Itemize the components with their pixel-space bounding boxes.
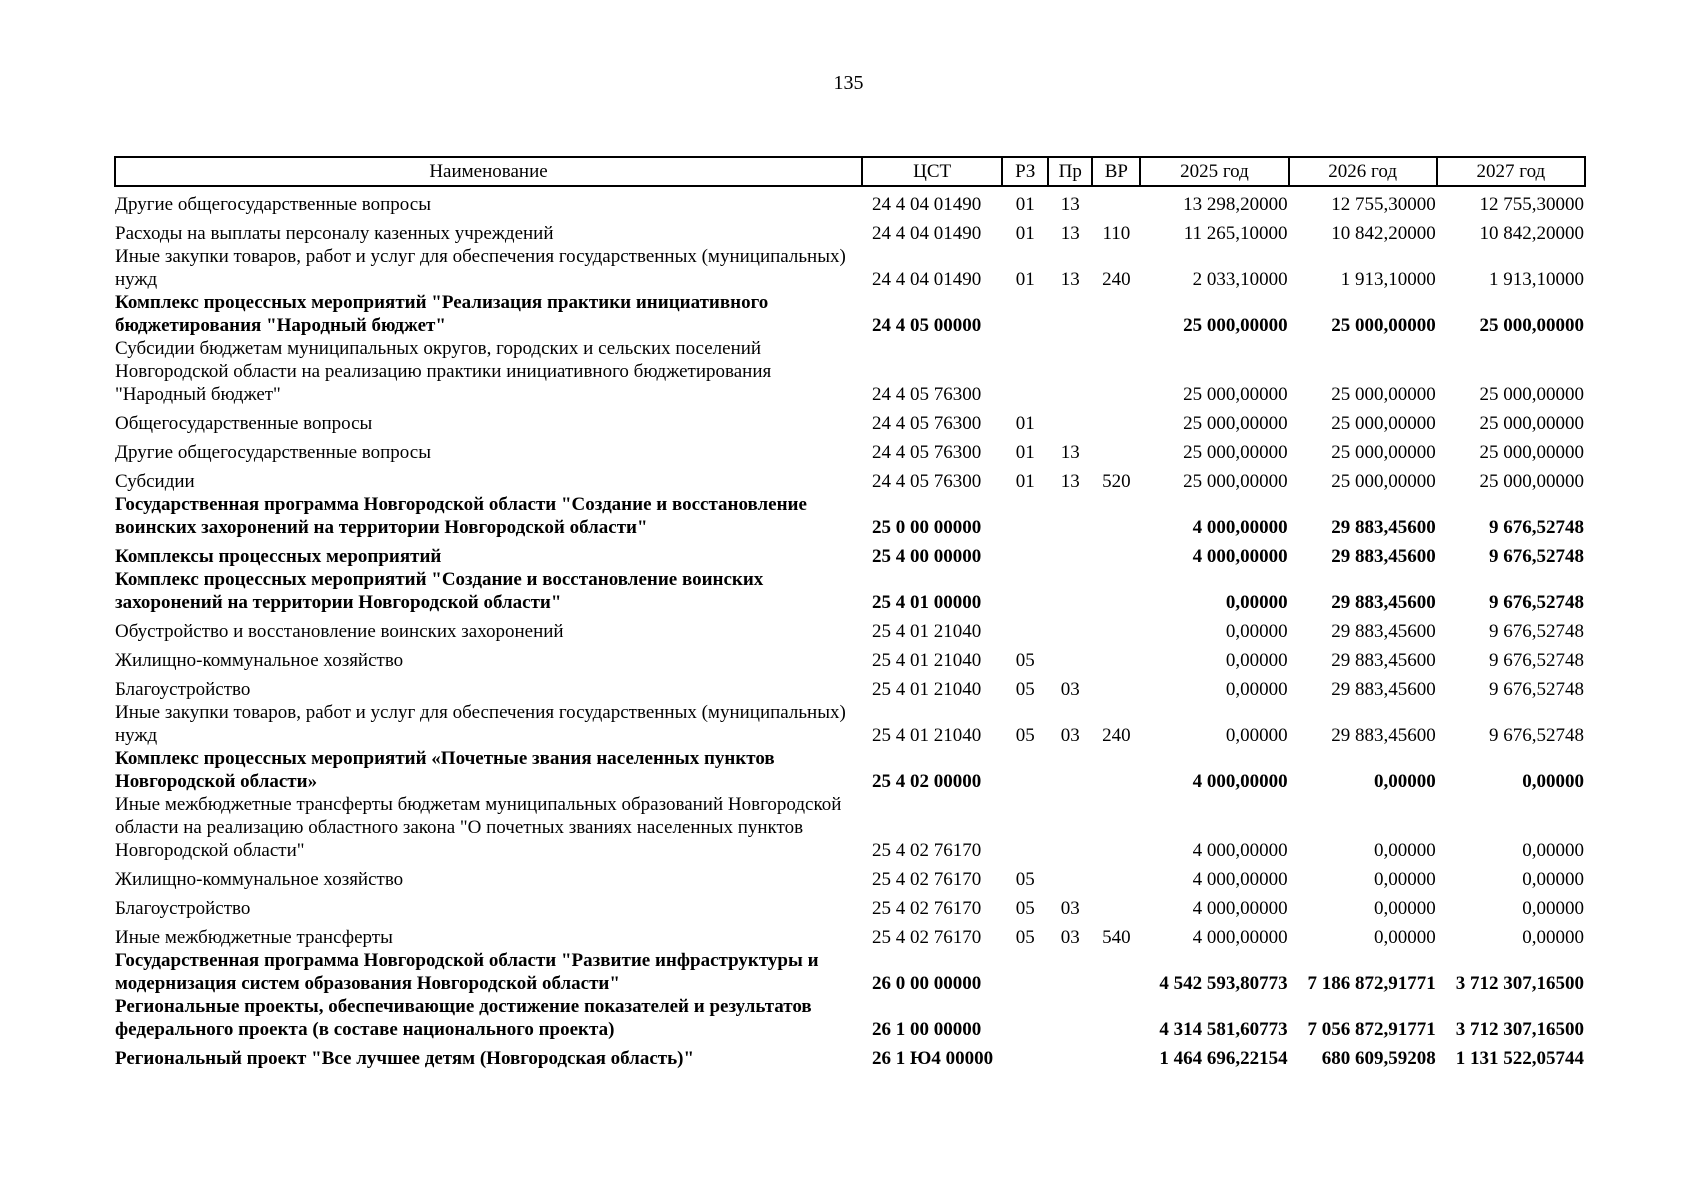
row-pr: 03 xyxy=(1060,898,1080,919)
row-2026: 0,00000 xyxy=(1374,927,1436,948)
row-vr xyxy=(1092,435,1140,464)
table-row xyxy=(115,493,1585,539)
row-vr xyxy=(1092,539,1140,568)
row-cst: 24 4 05 76300 xyxy=(872,413,982,434)
row-2025: 4 542 593,80773 xyxy=(1159,973,1288,994)
row-2025: 0,00000 xyxy=(1225,621,1288,642)
row-2027: 12 755,30000 xyxy=(1479,194,1584,215)
row-name: Региональные проекты, обеспечивающие достижение показателей и результатов федерального проекта (в составе национального проекта) xyxy=(115,996,812,1040)
row-vr xyxy=(1092,186,1140,216)
row-2025: 4 000,00000 xyxy=(1192,771,1288,792)
row-pr xyxy=(1048,493,1092,539)
row-2026: 29 883,45600 xyxy=(1331,650,1436,671)
header-pr: Пр xyxy=(1048,157,1092,186)
row-cst: 25 4 01 21040 xyxy=(872,621,982,642)
row-2025: 4 314 581,60773 xyxy=(1159,1019,1288,1040)
row-cst: 24 4 05 76300 xyxy=(872,442,982,463)
row-cst: 24 4 05 00000 xyxy=(872,315,982,336)
row-2027: 0,00000 xyxy=(1522,898,1584,919)
table-row xyxy=(115,949,1585,995)
row-2025: 11 265,10000 xyxy=(1183,223,1288,244)
row-vr xyxy=(1092,493,1140,539)
row-pr: 13 xyxy=(1060,194,1080,215)
table-row xyxy=(115,701,1585,747)
row-vr xyxy=(1092,747,1140,793)
row-2025: 4 000,00000 xyxy=(1192,927,1288,948)
row-2027: 25 000,00000 xyxy=(1479,413,1584,434)
table-row xyxy=(115,186,1585,216)
table-row xyxy=(115,406,1585,435)
row-pr xyxy=(1048,643,1092,672)
row-vr xyxy=(1092,1041,1140,1070)
row-vr xyxy=(1092,949,1140,995)
row-rz xyxy=(1002,1041,1048,1070)
row-vr xyxy=(1092,406,1140,435)
row-name: Комплекс процессных мероприятий «Почетные звания населенных пунктов Новгородской области» xyxy=(115,748,775,792)
row-cst: 25 4 02 76170 xyxy=(872,898,982,919)
row-name: Другие общегосударственные вопросы xyxy=(115,442,431,463)
row-pr: 03 xyxy=(1060,679,1080,700)
row-rz: 05 xyxy=(1015,679,1035,700)
row-cst: 26 0 00 00000 xyxy=(872,973,982,994)
row-vr xyxy=(1092,995,1140,1041)
row-name: Иные закупки товаров, работ и услуг для обеспечения государственных (муниципальных) нужд xyxy=(115,702,846,746)
table-row xyxy=(115,216,1585,245)
row-2026: 29 883,45600 xyxy=(1331,679,1436,700)
row-vr xyxy=(1092,643,1140,672)
row-vr xyxy=(1092,568,1140,614)
row-name: Государственная программа Новгородской области "Развитие инфраструктуры и модернизация систем образования Новгородской области" xyxy=(115,950,819,994)
row-cst: 25 4 01 00000 xyxy=(872,592,982,613)
page-number: 135 xyxy=(833,72,864,94)
row-2025: 4 000,00000 xyxy=(1192,546,1288,567)
row-2025: 1 464 696,22154 xyxy=(1159,1048,1288,1069)
row-2027: 25 000,00000 xyxy=(1479,315,1584,336)
row-pr: 13 xyxy=(1060,471,1080,492)
row-vr xyxy=(1092,672,1140,701)
row-rz: 05 xyxy=(1015,898,1035,919)
row-2025: 0,00000 xyxy=(1225,592,1288,613)
row-rz: 05 xyxy=(1015,650,1035,671)
budget-table xyxy=(114,156,1586,1070)
row-pr xyxy=(1048,949,1092,995)
row-cst: 25 4 01 21040 xyxy=(872,679,982,700)
row-pr xyxy=(1048,862,1092,891)
row-name: Иные межбюджетные трансферты xyxy=(115,927,393,948)
table-row xyxy=(115,337,1585,406)
row-pr xyxy=(1048,614,1092,643)
row-cst: 25 4 02 76170 xyxy=(872,927,982,948)
row-2025: 0,00000 xyxy=(1225,725,1288,746)
row-2026: 0,00000 xyxy=(1374,898,1436,919)
row-pr xyxy=(1048,568,1092,614)
row-cst: 24 4 05 76300 xyxy=(872,384,982,405)
row-vr: 520 xyxy=(1102,471,1131,492)
row-2025: 4 000,00000 xyxy=(1192,517,1288,538)
row-2027: 3 712 307,16500 xyxy=(1455,1019,1584,1040)
row-rz: 01 xyxy=(1015,442,1035,463)
row-cst: 25 4 00 00000 xyxy=(872,546,982,567)
table-row xyxy=(115,672,1585,701)
row-2027: 25 000,00000 xyxy=(1479,471,1584,492)
row-vr xyxy=(1092,614,1140,643)
row-2026: 25 000,00000 xyxy=(1331,471,1436,492)
table-row xyxy=(115,435,1585,464)
row-rz: 01 xyxy=(1015,223,1035,244)
row-2027: 25 000,00000 xyxy=(1479,442,1584,463)
row-name: Субсидии бюджетам муниципальных округов, городских и сельских поселений Новгородской области на реализацию практики инициативного бюджетирования "Народный бюджет" xyxy=(115,338,772,405)
row-cst: 25 4 02 76170 xyxy=(872,869,982,890)
row-2027: 0,00000 xyxy=(1522,771,1584,792)
row-2026: 29 883,45600 xyxy=(1331,546,1436,567)
row-rz xyxy=(1002,747,1048,793)
header-2026: 2026 год xyxy=(1289,157,1437,186)
row-pr xyxy=(1048,747,1092,793)
table-row xyxy=(115,862,1585,891)
table-row xyxy=(115,245,1585,291)
row-pr xyxy=(1048,406,1092,435)
row-name: Субсидии xyxy=(115,471,195,492)
row-name: Иные закупки товаров, работ и услуг для обеспечения государственных (муниципальных) нужд xyxy=(115,246,846,290)
row-2026: 29 883,45600 xyxy=(1331,592,1436,613)
row-cst: 24 4 05 76300 xyxy=(872,471,982,492)
row-2025: 25 000,00000 xyxy=(1183,442,1288,463)
row-vr: 240 xyxy=(1102,725,1131,746)
row-2026: 7 186 872,91771 xyxy=(1307,973,1436,994)
row-name: Комплекс процессных мероприятий "Создание и восстановление воинских захоронений на территории Новгородской области" xyxy=(115,569,764,613)
row-cst: 24 4 04 01490 xyxy=(872,269,982,290)
row-2027: 9 676,52748 xyxy=(1489,679,1584,700)
row-pr xyxy=(1048,1041,1092,1070)
row-rz xyxy=(1002,337,1048,406)
table-row xyxy=(115,793,1585,862)
row-vr: 540 xyxy=(1102,927,1131,948)
row-vr: 240 xyxy=(1102,269,1131,290)
row-name: Благоустройство xyxy=(115,679,251,700)
row-2025: 25 000,00000 xyxy=(1183,471,1288,492)
row-rz xyxy=(1002,949,1048,995)
row-2027: 10 842,20000 xyxy=(1479,223,1584,244)
row-rz xyxy=(1002,568,1048,614)
row-cst: 25 4 01 21040 xyxy=(872,725,982,746)
row-2027: 0,00000 xyxy=(1522,869,1584,890)
header-2027: 2027 год xyxy=(1437,157,1585,186)
row-pr xyxy=(1048,291,1092,337)
row-rz: 05 xyxy=(1015,869,1035,890)
table-header-row xyxy=(115,157,1585,186)
row-pr: 13 xyxy=(1060,442,1080,463)
row-name: Другие общегосударственные вопросы xyxy=(115,194,431,215)
row-name: Региональный проект "Все лучшее детям (Новгородская область)" xyxy=(115,1048,695,1069)
table-row xyxy=(115,568,1585,614)
row-2025: 25 000,00000 xyxy=(1183,384,1288,405)
row-2026: 29 883,45600 xyxy=(1331,725,1436,746)
row-vr: 110 xyxy=(1102,223,1131,244)
row-pr: 03 xyxy=(1060,725,1080,746)
row-rz: 05 xyxy=(1015,927,1035,948)
row-rz xyxy=(1002,493,1048,539)
row-name: Комплекс процессных мероприятий "Реализация практики инициативного бюджетирования "Народный бюджет" xyxy=(115,292,769,336)
row-pr: 13 xyxy=(1060,223,1080,244)
row-2026: 1 913,10000 xyxy=(1340,269,1436,290)
row-2026: 0,00000 xyxy=(1374,869,1436,890)
row-rz xyxy=(1002,539,1048,568)
row-rz xyxy=(1002,793,1048,862)
row-2025: 4 000,00000 xyxy=(1192,898,1288,919)
row-2027: 0,00000 xyxy=(1522,927,1584,948)
row-name: Благоустройство xyxy=(115,898,251,919)
table-row xyxy=(115,995,1585,1041)
table-row xyxy=(115,464,1585,493)
row-cst: 24 4 04 01490 xyxy=(872,194,982,215)
row-name: Жилищно-коммунальное хозяйство xyxy=(115,650,404,671)
table-row xyxy=(115,747,1585,793)
row-2027: 1 131 522,05744 xyxy=(1455,1048,1584,1069)
row-2026: 0,00000 xyxy=(1374,840,1436,861)
row-2025: 2 033,10000 xyxy=(1192,269,1288,290)
row-2026: 0,00000 xyxy=(1374,771,1436,792)
row-cst: 26 1 Ю4 00000 xyxy=(872,1048,994,1069)
row-2026: 10 842,20000 xyxy=(1331,223,1436,244)
row-2026: 25 000,00000 xyxy=(1331,315,1436,336)
row-2027: 1 913,10000 xyxy=(1489,269,1584,290)
row-name: Расходы на выплаты персоналу казенных учреждений xyxy=(115,223,554,244)
row-2025: 13 298,20000 xyxy=(1183,194,1288,215)
row-2027: 9 676,52748 xyxy=(1489,650,1584,671)
row-2027: 3 712 307,16500 xyxy=(1455,973,1584,994)
row-cst: 25 4 02 00000 xyxy=(872,771,982,792)
row-vr xyxy=(1092,862,1140,891)
row-2026: 7 056 872,91771 xyxy=(1307,1019,1436,1040)
row-2027: 9 676,52748 xyxy=(1489,592,1584,613)
table-row xyxy=(115,920,1585,949)
table-row xyxy=(115,1041,1585,1070)
row-2027: 9 676,52748 xyxy=(1489,517,1584,538)
row-2026: 680 609,59208 xyxy=(1321,1048,1436,1069)
table-row xyxy=(115,891,1585,920)
row-2025: 0,00000 xyxy=(1225,650,1288,671)
row-cst: 25 4 01 21040 xyxy=(872,650,982,671)
row-pr: 03 xyxy=(1060,927,1080,948)
row-2027: 25 000,00000 xyxy=(1479,384,1584,405)
row-vr xyxy=(1092,291,1140,337)
row-2025: 4 000,00000 xyxy=(1192,840,1288,861)
row-cst: 25 0 00 00000 xyxy=(872,517,982,538)
row-rz xyxy=(1002,995,1048,1041)
row-rz: 05 xyxy=(1015,725,1035,746)
row-pr xyxy=(1048,539,1092,568)
row-rz xyxy=(1002,291,1048,337)
row-name: Обустройство и восстановление воинских захоронений xyxy=(115,621,564,642)
row-pr xyxy=(1048,995,1092,1041)
row-2026: 25 000,00000 xyxy=(1331,384,1436,405)
row-2026: 12 755,30000 xyxy=(1331,194,1436,215)
row-2025: 4 000,00000 xyxy=(1192,869,1288,890)
row-cst: 25 4 02 76170 xyxy=(872,840,982,861)
row-2027: 9 676,52748 xyxy=(1489,725,1584,746)
row-rz xyxy=(1002,614,1048,643)
header-cst: ЦСТ xyxy=(862,157,1002,186)
row-name: Общегосударственные вопросы xyxy=(115,413,373,434)
table-row xyxy=(115,291,1585,337)
row-2026: 29 883,45600 xyxy=(1331,517,1436,538)
row-name: Жилищно-коммунальное хозяйство xyxy=(115,869,404,890)
table-row xyxy=(115,643,1585,672)
table-row xyxy=(115,539,1585,568)
row-2026: 29 883,45600 xyxy=(1331,621,1436,642)
row-2026: 25 000,00000 xyxy=(1331,413,1436,434)
row-vr xyxy=(1092,891,1140,920)
row-rz: 01 xyxy=(1015,269,1035,290)
header-rz: РЗ xyxy=(1002,157,1048,186)
row-name: Государственная программа Новгородской области "Создание и восстановление воинских захоронений на территории Новгородской области" xyxy=(115,494,807,538)
header-2025: 2025 год xyxy=(1140,157,1288,186)
row-2027: 9 676,52748 xyxy=(1489,546,1584,567)
row-2025: 25 000,00000 xyxy=(1183,315,1288,336)
row-rz: 01 xyxy=(1015,413,1035,434)
header-name: Наименование xyxy=(115,157,862,186)
row-cst: 26 1 00 00000 xyxy=(872,1019,982,1040)
row-2025: 0,00000 xyxy=(1225,679,1288,700)
row-2025: 25 000,00000 xyxy=(1183,413,1288,434)
row-2026: 25 000,00000 xyxy=(1331,442,1436,463)
row-vr xyxy=(1092,793,1140,862)
row-cst: 24 4 04 01490 xyxy=(872,223,982,244)
table-row xyxy=(115,614,1585,643)
header-vr: ВР xyxy=(1092,157,1140,186)
row-name: Иные межбюджетные трансферты бюджетам муниципальных образований Новгородской области на реализацию областного закона "О почетных званиях населенных пунктов Новгородской области" xyxy=(115,794,842,861)
row-name: Комплексы процессных мероприятий xyxy=(115,546,442,567)
row-pr xyxy=(1048,337,1092,406)
row-2027: 0,00000 xyxy=(1522,840,1584,861)
row-rz: 01 xyxy=(1015,471,1035,492)
row-2027: 9 676,52748 xyxy=(1489,621,1584,642)
row-pr: 13 xyxy=(1060,269,1080,290)
row-pr xyxy=(1048,793,1092,862)
row-rz: 01 xyxy=(1015,194,1035,215)
row-vr xyxy=(1092,337,1140,406)
